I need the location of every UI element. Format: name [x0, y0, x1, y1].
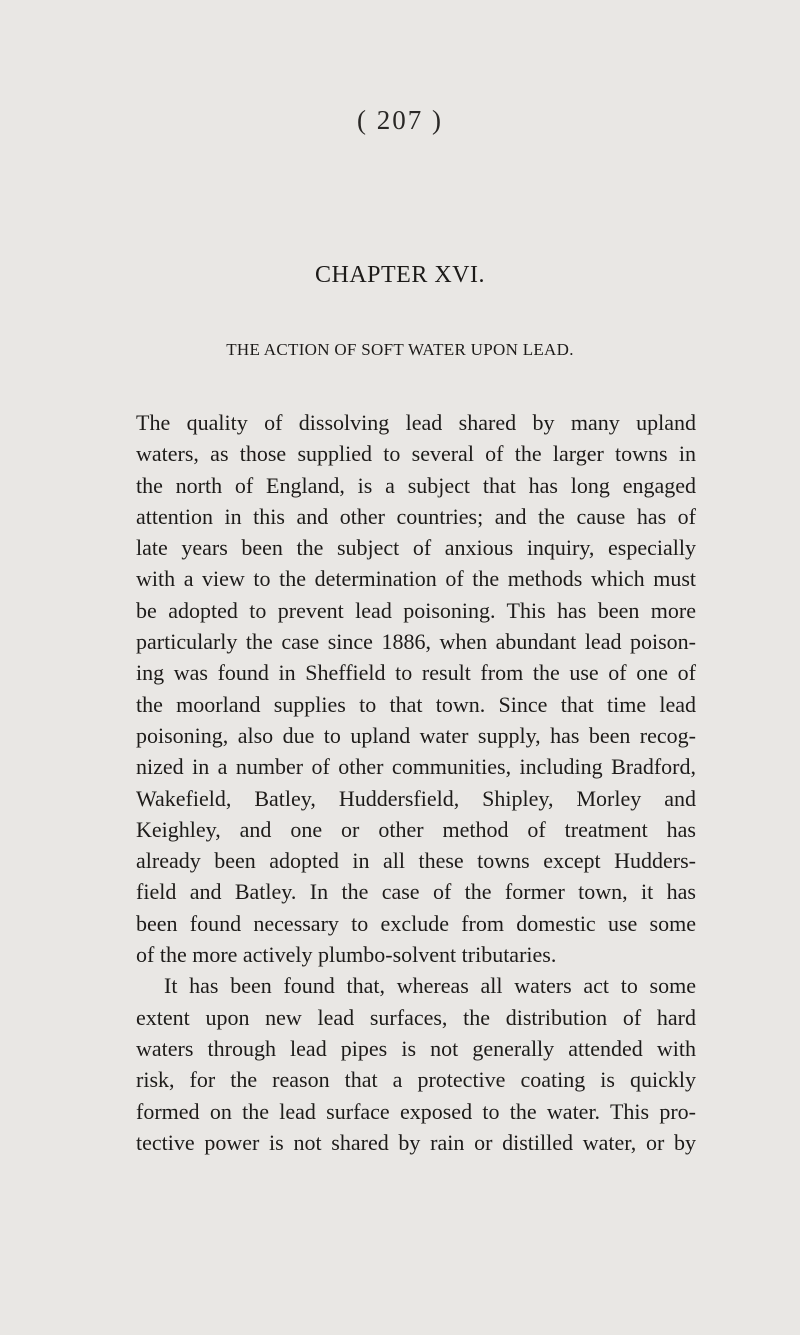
chapter-subtitle: THE ACTION OF SOFT WATER UPON LEAD. — [226, 340, 574, 359]
text-line: risk, for the reason that a protective coating is quickly — [136, 1067, 696, 1093]
text-line: formed on the lead surface exposed to the water. This pro- — [136, 1098, 696, 1124]
text-line: extent upon new lead surfaces, the distribution of hard — [136, 1004, 696, 1030]
body-text — [136, 407, 696, 1158]
paragraph-1 — [136, 407, 696, 970]
text-line: the moorland supplies to that town. Since that time lead — [136, 691, 696, 717]
chapter-title: CHAPTER XVI. — [314, 262, 485, 288]
text-line: poisoning, also due to upland water supply, has been recog- — [136, 722, 696, 748]
text-line: with a view to the determination of the methods which must — [136, 566, 696, 592]
text-line: already been adopted in all these towns except Hudders- — [136, 848, 696, 874]
text-line: ing was found in Sheffield to result from the use of one of — [136, 660, 696, 686]
text-line: be adopted to prevent lead poisoning. This has been more — [136, 597, 696, 623]
text-line: attention in this and other countries; and the cause has of — [136, 503, 696, 529]
text-line: tective power is not shared by rain or distilled water, or by — [136, 1129, 696, 1155]
text-line: waters, as those supplied to several of the larger towns in — [136, 441, 696, 467]
text-line: of the more actively plumbo-solvent tributaries. — [136, 942, 557, 968]
text-line: nized in a number of other communities, including Bradford, — [136, 754, 696, 780]
text-line: Keighley, and one or other method of treatment has — [136, 816, 696, 842]
text-line: particularly the case since 1886, when abundant lead poison- — [136, 629, 696, 655]
text-line: waters through lead pipes is not generally attended with — [136, 1035, 696, 1061]
text-line: The quality of dissolving lead shared by many upland — [136, 410, 696, 435]
text-line: late years been the subject of anxious inquiry, especially — [136, 535, 696, 561]
page-number: ( 207 ) — [357, 105, 443, 135]
text-line: field and Batley. In the case of the former town, it has — [136, 879, 696, 905]
text-line: the north of England, is a subject that has long engaged — [136, 472, 696, 498]
paragraph-2 — [136, 970, 696, 1158]
text-line: It has been found that, whereas all waters act to some — [164, 973, 696, 999]
text-line: been found necessary to exclude from domestic use some — [136, 910, 696, 936]
text-line: Wakefield, Batley, Huddersfield, Shipley, Morley and — [136, 785, 696, 811]
